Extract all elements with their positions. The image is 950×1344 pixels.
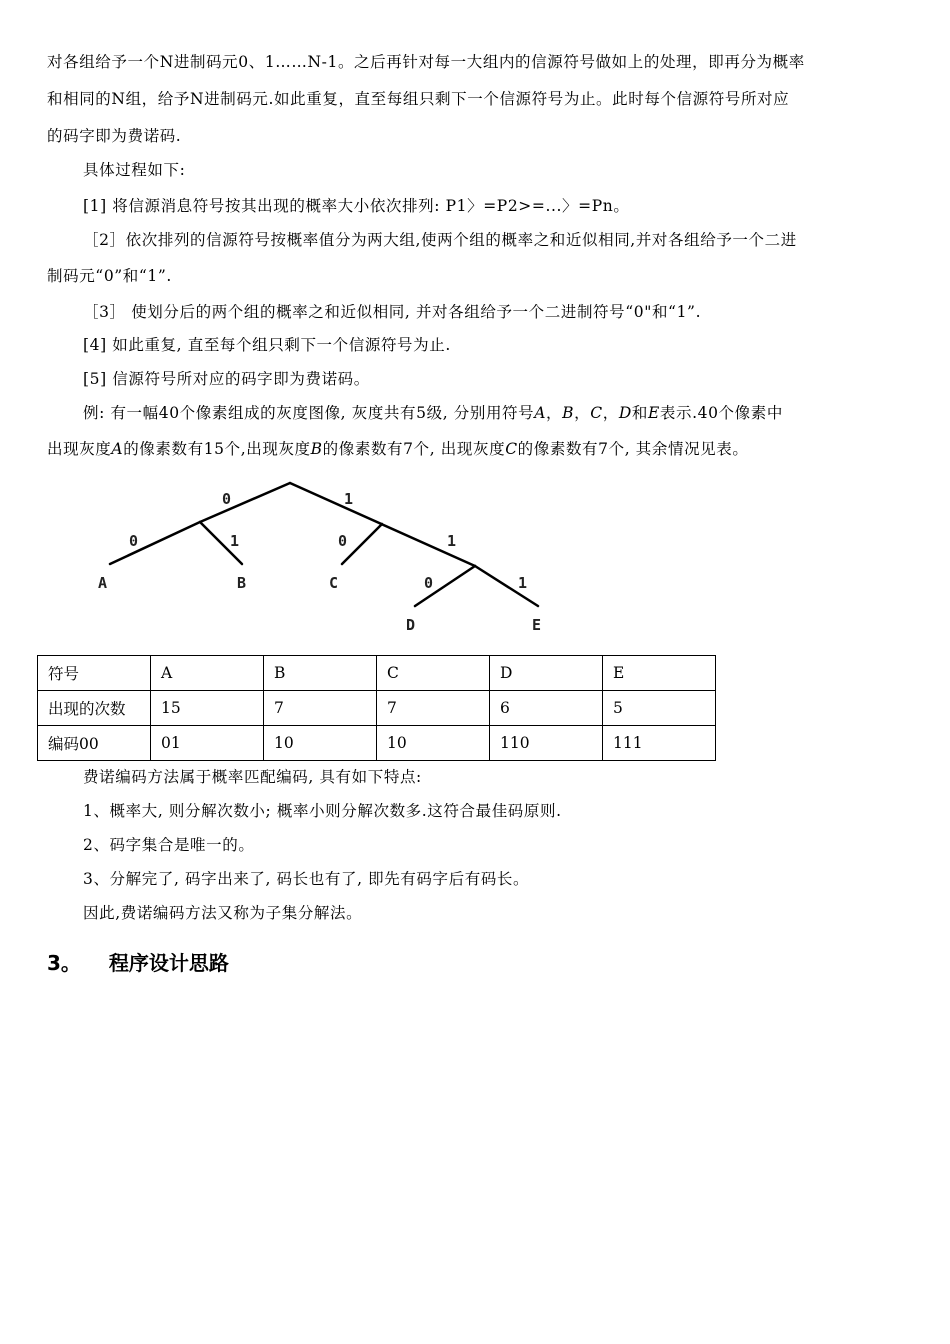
step-1: [1] 将信源消息符号按其出现的概率大小依次排列: P1〉=P2>=...〉=Pn。	[83, 197, 630, 215]
code-table	[37, 655, 716, 761]
step-2-line-1: ［2］依次排列的信源符号按概率值分为两大组,使两个组的概率之和近似相同,并对各组给予一个二进	[83, 231, 797, 249]
symbol-d: D	[618, 404, 632, 422]
feature-3: 3、分解完了, 码字出来了, 码长也有了, 即先有码字后有码长。	[83, 870, 530, 888]
fano-code-tree	[92, 480, 562, 640]
symbol-a: A	[111, 440, 124, 458]
edge-label: 1	[518, 574, 528, 592]
symbol-b: B	[310, 440, 323, 458]
step-5: [5] 信源符号所对应的码字即为费诺码。	[83, 370, 370, 388]
symbol-e: E	[647, 404, 660, 422]
tree-edge	[342, 524, 382, 564]
table-cell: A	[151, 656, 264, 691]
process-title: 具体过程如下:	[83, 161, 186, 179]
table-cell: 111	[603, 726, 716, 761]
conclusion: 因此,费诺编码方法又称为子集分解法。	[83, 904, 363, 922]
edge-label: 1	[447, 532, 457, 550]
leaf-c: C	[329, 574, 339, 592]
table-row	[38, 726, 716, 761]
section-number: 3。	[47, 951, 81, 975]
table-cell: 01	[151, 726, 264, 761]
symbol-c: C	[590, 404, 603, 422]
table-cell: 5	[603, 691, 716, 726]
tree-edge	[110, 522, 200, 564]
table-cell: 15	[151, 691, 264, 726]
features-intro: 费诺编码方法属于概率匹配编码, 具有如下特点:	[83, 768, 422, 786]
table-cell: 7	[377, 691, 490, 726]
step-3: ［3］ 使划分后的两个组的概率之和近似相同, 并对各组给予一个二进制符号“0"和“1”.	[83, 303, 702, 321]
separator: ，	[574, 404, 591, 422]
example-line-1	[83, 403, 783, 423]
conjunction: 和	[631, 404, 648, 422]
example-text: 例: 有一幅40个像素组成的灰度图像, 灰度共有5级, 分别用符号	[83, 404, 535, 422]
example-text: 的像素数有15个,出现灰度	[123, 440, 311, 458]
table-cell: 10	[377, 726, 490, 761]
tree-edge	[200, 483, 290, 522]
feature-2: 2、码字集合是唯一的。	[83, 836, 255, 854]
table-cell: 编码00	[38, 726, 151, 761]
table-cell: C	[377, 656, 490, 691]
intro-line-3: 的码字即为费诺码.	[47, 127, 182, 145]
edge-label: 0	[424, 574, 434, 592]
table-cell: D	[490, 656, 603, 691]
separator: ，	[602, 404, 619, 422]
table-cell: 7	[264, 691, 377, 726]
table-cell: B	[264, 656, 377, 691]
table-cell: 符号	[38, 656, 151, 691]
example-text: 的像素数有7个, 出现灰度	[322, 440, 506, 458]
leaf-e: E	[532, 616, 542, 634]
leaf-a: A	[98, 574, 108, 592]
table-cell: 出现的次数	[38, 691, 151, 726]
edge-label: 0	[222, 490, 232, 508]
section-title: 程序设计思路	[108, 951, 229, 975]
tree-edge	[475, 566, 538, 606]
example-line-2	[47, 439, 748, 459]
leaf-d: D	[406, 616, 416, 634]
table-row	[38, 691, 716, 726]
separator: ，	[546, 404, 563, 422]
example-text: 出现灰度	[47, 440, 112, 458]
step-2-line-2: 制码元“0”和“1”.	[47, 267, 172, 285]
intro-line-1: 对各组给予一个N进制码元0、1……N-1。之后再针对每一大组内的信源符号做如上的处理，即再分为概率	[47, 53, 805, 71]
edge-label: 1	[344, 490, 354, 508]
edge-label: 1	[230, 532, 240, 550]
symbol-b: B	[562, 404, 575, 422]
intro-line-2: 和相同的N组，给予N进制码元.如此重复，直至每组只剩下一个信源符号为止。此时每个信源符号所对应	[47, 90, 790, 108]
section-heading	[47, 947, 257, 976]
step-4: [4] 如此重复, 直至每个组只剩下一个信源符号为止.	[83, 336, 451, 354]
symbol-c: C	[505, 440, 518, 458]
table-cell: E	[603, 656, 716, 691]
symbol-a: A	[534, 404, 547, 422]
example-text: 的像素数有7个, 其余情况见表。	[517, 440, 749, 458]
table-row	[38, 656, 716, 691]
table-cell: 10	[264, 726, 377, 761]
table-cell: 6	[490, 691, 603, 726]
edge-label: 0	[338, 532, 348, 550]
table-cell: 110	[490, 726, 603, 761]
leaf-b: B	[237, 574, 247, 592]
feature-1: 1、概率大, 则分解次数小; 概率小则分解次数多.这符合最佳码原则.	[83, 802, 562, 820]
example-text: 表示.40个像素中	[659, 404, 783, 422]
edge-label: 0	[129, 532, 139, 550]
